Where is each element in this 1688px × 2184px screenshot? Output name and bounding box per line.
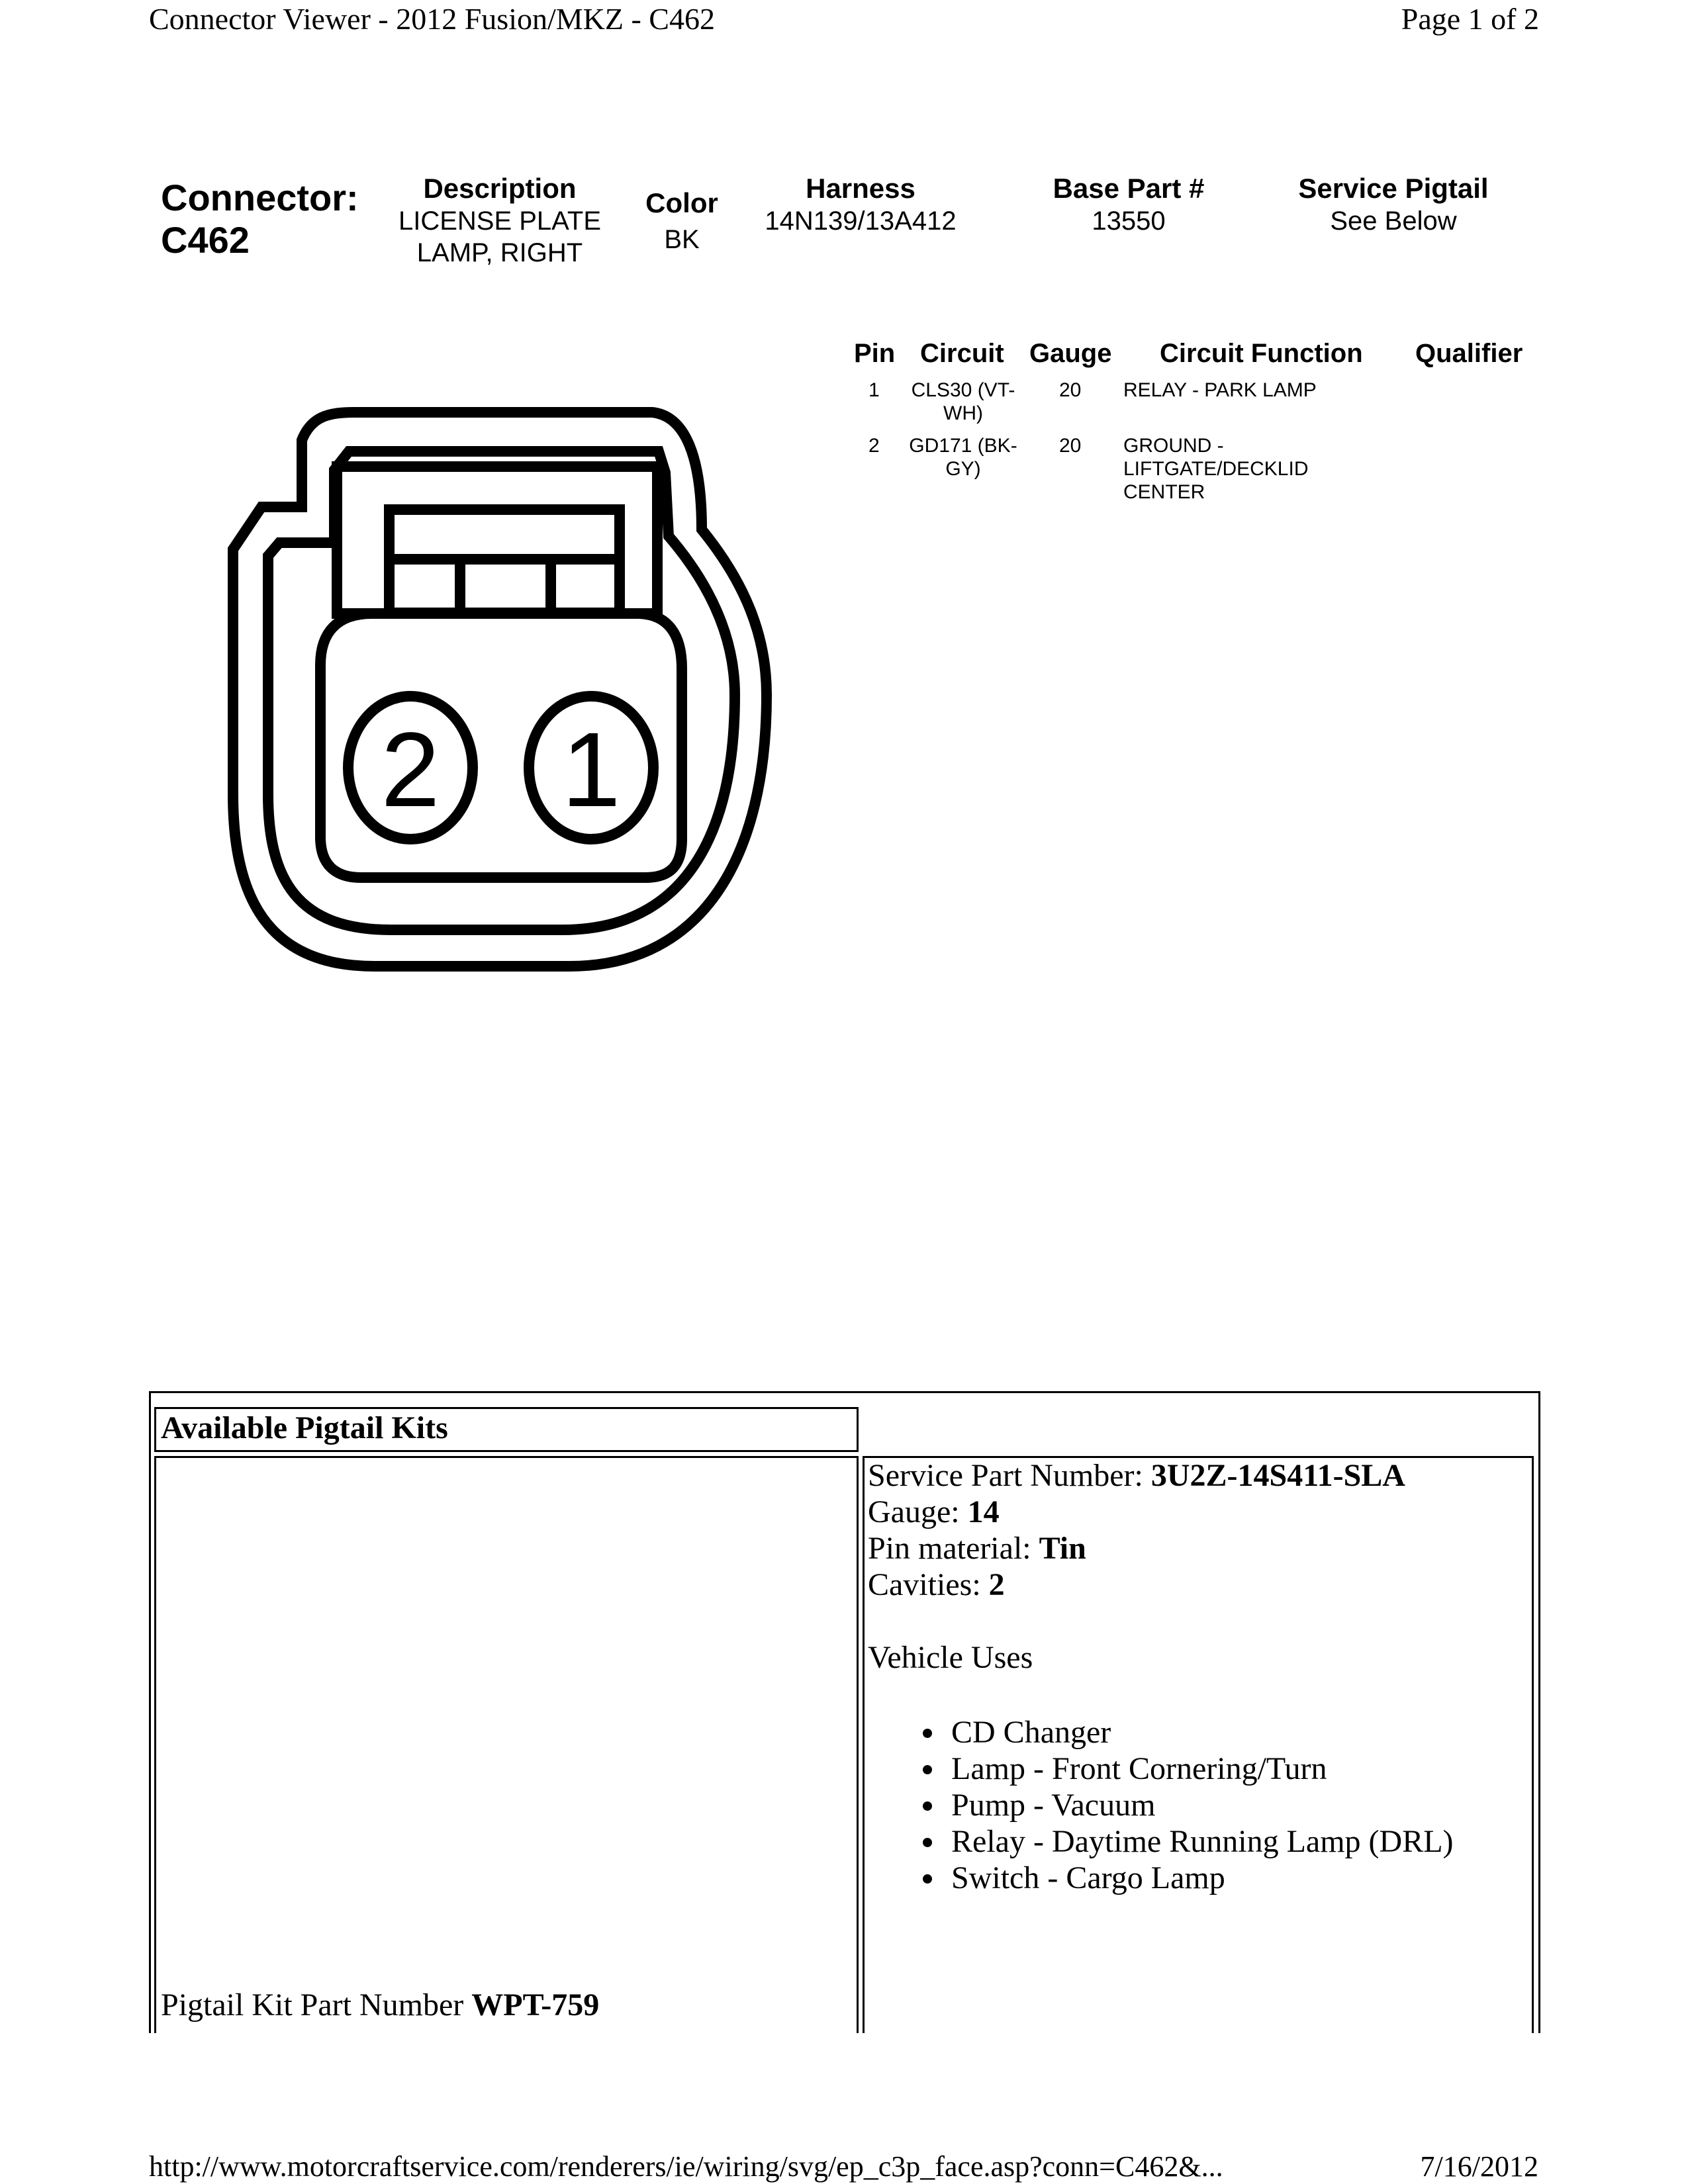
vehicle-uses-label: Vehicle Uses [868, 1640, 1033, 1675]
description-value-line1: LICENSE PLATE [398, 206, 602, 236]
pigtail-gauge-label: Gauge: [868, 1494, 968, 1529]
pigtail-details [868, 1457, 1454, 1896]
footer-date: 7/16/2012 [1420, 2150, 1538, 2183]
pin-2-label: 2 [381, 710, 440, 829]
pin-1-function: RELAY - PARK LAMP [1123, 379, 1317, 401]
pin-1-label: 1 [561, 710, 621, 829]
list-item: • Pump - Vacuum [946, 1787, 1454, 1823]
pin-2-function-line3: CENTER [1123, 481, 1205, 503]
pin-header: Pin [854, 339, 896, 368]
pigtail-gauge-value: 14 [967, 1494, 1000, 1529]
description-header: Description [423, 173, 577, 204]
base-part-header: Base Part # [1053, 173, 1205, 204]
service-pigtail-column [1244, 172, 1542, 237]
page-header-title: Connector Viewer - 2012 Fusion/MKZ - C462 [149, 2, 715, 36]
description-value-line2: LAMP, RIGHT [416, 238, 583, 267]
circuit-function-header: Circuit Function [1160, 339, 1363, 368]
pigtail-section-title: Available Pigtail Kits [161, 1410, 448, 1445]
connector-id: C462 [161, 219, 250, 261]
pin-material-label: Pin material: [868, 1531, 1039, 1566]
pin-1-circuit-line2: WH) [943, 402, 983, 424]
connector-face-diagram [0, 0, 827, 1026]
service-part-label: Service Part Number: [868, 1458, 1151, 1493]
pigtail-gauge [868, 1494, 1454, 1530]
service-part-number [868, 1457, 1454, 1494]
qualifier-header: Qualifier [1415, 339, 1523, 368]
list-item: • Lamp - Front Cornering/Turn [946, 1751, 1454, 1787]
service-part-value: 3U2Z-14S411-SLA [1150, 1458, 1405, 1493]
vehicle-uses-list [868, 1714, 1454, 1896]
pin-2-circuit-line2: GY) [945, 458, 981, 480]
pin-2-function [1123, 434, 1309, 504]
gauge-header: Gauge [1029, 339, 1112, 368]
pigtail-kit-label: Pigtail Kit Part Number [161, 1987, 472, 2023]
harness-value: 14N139/13A412 [765, 206, 957, 236]
pigtail-kit-part-number [161, 1987, 599, 2023]
circuit-header: Circuit [920, 339, 1004, 368]
color-value: BK [664, 225, 700, 254]
list-item: • CD Changer [946, 1714, 1454, 1751]
service-pigtail-value: See Below [1330, 206, 1457, 236]
pin-1-number: 1 [868, 379, 880, 401]
pin-material-value: Tin [1039, 1531, 1086, 1566]
color-header: Color [645, 187, 718, 218]
list-item: • Switch - Cargo Lamp [946, 1860, 1454, 1896]
list-item: • Relay - Daytime Running Lamp (DRL) [946, 1823, 1454, 1860]
pin-1-gauge: 20 [1059, 379, 1082, 401]
page-number: Page 1 of 2 [1401, 2, 1539, 36]
cavities [868, 1567, 1454, 1603]
footer-url: http://www.motorcraftservice.com/renderers/ie/wiring/svg/ep_c3p_face.asp?conn=C462&... [149, 2150, 1223, 2183]
pin-material [868, 1530, 1454, 1567]
pin-2-gauge: 20 [1059, 435, 1082, 457]
pin-2-function-line1: GROUND - [1123, 435, 1224, 457]
pigtail-kit-number: WPT-759 [471, 1987, 600, 2023]
pin-2-circuit-line1: GD171 (BK- [909, 435, 1017, 457]
base-part-column [996, 172, 1261, 237]
base-part-value: 13550 [1092, 206, 1166, 236]
pin-2-number: 2 [868, 435, 880, 457]
cavities-label: Cavities: [868, 1567, 989, 1602]
pin-2-circuit [894, 434, 1033, 480]
pin-2-function-line2: LIFTGATE/DECKLID [1123, 458, 1309, 480]
harness-header: Harness [806, 173, 915, 204]
cavities-value: 2 [988, 1567, 1005, 1602]
pin-1-circuit-line1: CLS30 (VT- [911, 379, 1015, 401]
connector-cavity-block [320, 614, 682, 878]
connector-label: Connector: [161, 177, 359, 218]
pin-1-circuit [894, 379, 1033, 425]
service-pigtail-header: Service Pigtail [1298, 173, 1489, 204]
